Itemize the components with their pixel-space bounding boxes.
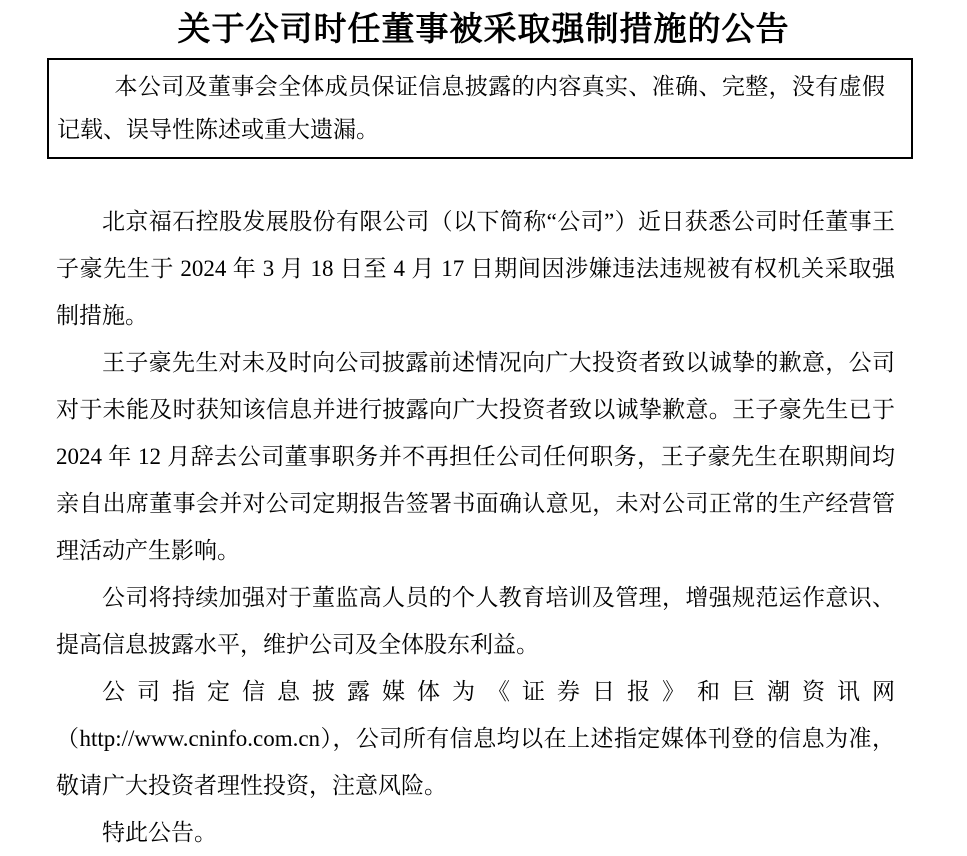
disclaimer-text: 本公司及董事会全体成员保证信息披露的内容真实、准确、完整，没有虚假记载、误导性陈述或重大遗漏。 xyxy=(57,74,885,142)
paragraph-closing: 特此公告。 xyxy=(102,820,217,845)
announcement-title: 关于公司时任董事被采取强制措施的公告 xyxy=(177,10,790,47)
paragraph-strengthen-management: 公司将持续加强对于董监高人员的个人教育培训及管理，增强规范运作意识、提高信息披露水平，维护公司及全体股东利益。 xyxy=(56,585,895,657)
paragraph-designated-media: 公司指定信息披露媒体为《证券日报》和巨潮资讯网（http://www.cninfo.com.cn），公司所有信息均以在上述指定媒体刊登的信息为准，敬请广大投资者理性投资，注意风险。 xyxy=(56,679,895,798)
paragraph-company-notice: 北京福石控股发展股份有限公司（以下简称“公司”）近日获悉公司时任董事王子豪先生于 2024 年 3 月 18 日至 4 月 17 日期间因涉嫌违法违规被有权机关采取强制措施。 xyxy=(56,209,895,328)
paragraph-apology: 王子豪先生对未及时向公司披露前述情况向广大投资者致以诚挚的歉意，公司对于未能及时获知该信息并进行披露向广大投资者致以诚挚歉意。王子豪先生已于 2024 年 12 月辞去公司董事职务并不再担任公司任何职务，王子豪先生在职期间均亲自出席董事会并对公司定期报告签署书面确认意见，未对公司正常的生产经营管理活动产生影响。 xyxy=(56,350,895,563)
disclaimer-box xyxy=(47,58,913,159)
announcement-body xyxy=(56,198,895,856)
